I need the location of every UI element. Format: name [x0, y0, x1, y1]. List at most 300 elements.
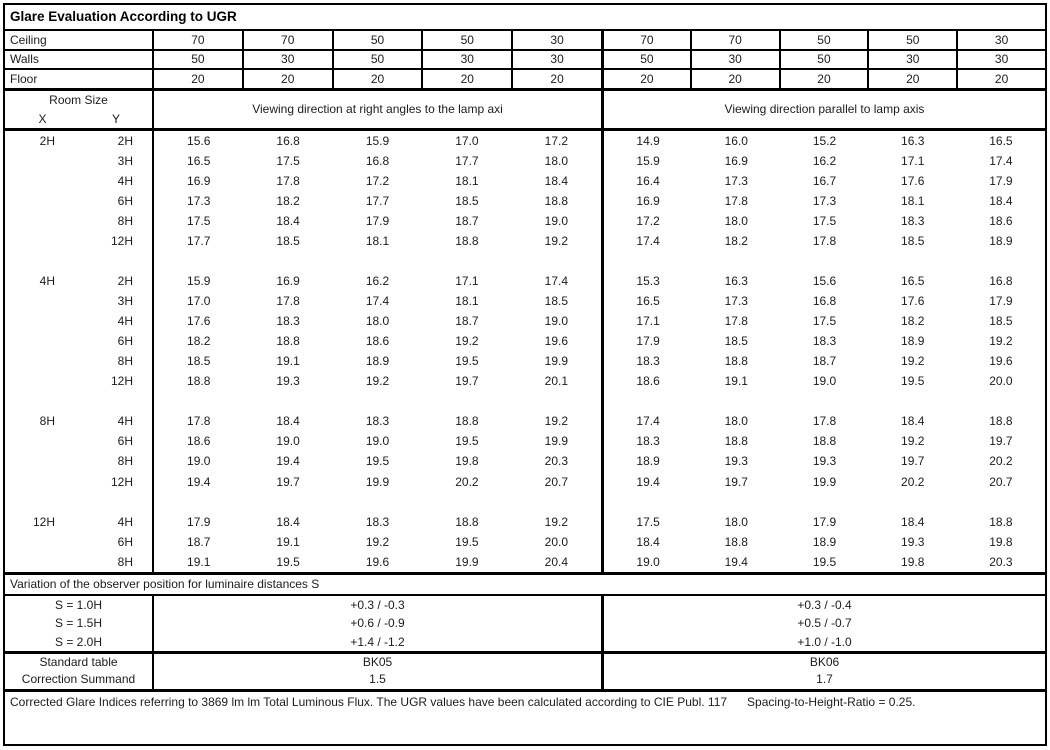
right-angles-values: [152, 311, 601, 331]
y-cell: 12H: [110, 474, 133, 489]
summary-label: Standard table: [39, 654, 118, 669]
x-cell: [5, 371, 80, 391]
y-cell: 4H: [117, 514, 133, 529]
ugr-value: 19.1: [724, 374, 748, 389]
ugr-value: 19.5: [455, 534, 479, 549]
ugr-row: [5, 431, 1045, 451]
ugr-value: 18.8: [455, 234, 479, 249]
parallel-values: [601, 451, 1045, 471]
observer-variation-row: [5, 614, 1045, 632]
ugr-value: 19.2: [455, 334, 479, 349]
page-title: Glare Evaluation According to UGR: [10, 9, 237, 24]
ugr-row: [5, 251, 1045, 271]
ugr-value: 17.9: [187, 514, 211, 529]
ugr-value: 17.8: [724, 314, 748, 329]
ugr-value: 20.7: [989, 474, 1013, 489]
y-cell: 4H: [117, 314, 133, 329]
ugr-value: 17.9: [989, 174, 1013, 189]
ugr-value: 19.5: [901, 374, 925, 389]
ugr-value: 15.9: [187, 274, 211, 289]
ugr-value: 19.8: [455, 454, 479, 469]
ugr-value: 17.8: [812, 234, 837, 249]
x-cell: [5, 331, 80, 351]
surface-value: 50: [332, 51, 422, 69]
viewing-parallel-header: Viewing direction parallel to lamp axis: [601, 91, 1045, 128]
observer-variation-right-value: +0.5 / -0.7: [601, 614, 1045, 632]
ugr-value: 18.0: [724, 214, 748, 229]
ugr-value: 16.9: [276, 274, 300, 289]
surface-value: 70: [152, 31, 242, 49]
ugr-value: 19.3: [901, 534, 925, 549]
right-angles-values: [152, 331, 601, 351]
ugr-row: [5, 371, 1045, 391]
ugr-value: 18.2: [901, 314, 925, 329]
parallel-values: [601, 472, 1045, 492]
surface-value: 20: [421, 70, 511, 88]
ugr-value: 18.0: [724, 414, 748, 429]
right-angles-values: [152, 371, 601, 391]
ugr-value: 20.3: [544, 454, 568, 469]
ugr-value: 19.2: [989, 334, 1013, 349]
surface-value: 30: [511, 31, 601, 49]
ugr-value: 18.3: [812, 334, 837, 349]
ugr-value: 20.0: [544, 534, 568, 549]
ugr-value: 18.1: [455, 294, 479, 309]
observer-variation-row: [5, 596, 1045, 614]
ugr-value: 15.3: [636, 274, 660, 289]
observer-variation-left-value: +0.3 / -0.3: [152, 596, 601, 614]
ugr-value: 18.4: [989, 194, 1013, 209]
ugr-value: 20.4: [544, 554, 568, 569]
right-angles-values: [152, 251, 601, 271]
ugr-value: 18.3: [365, 414, 390, 429]
ugr-value: 18.4: [901, 414, 925, 429]
ugr-value: 20.2: [455, 474, 479, 489]
ugr-value: 16.8: [276, 133, 300, 148]
ugr-value: 18.4: [901, 514, 925, 529]
ugr-value: 18.3: [365, 514, 390, 529]
ugr-value: 19.9: [544, 354, 568, 369]
ugr-row: [5, 171, 1045, 191]
y-column-header: Y: [111, 111, 120, 126]
surface-value: 70: [242, 31, 332, 49]
ugr-value: 19.9: [365, 474, 390, 489]
summary-row: [5, 654, 1045, 672]
ugr-value: 19.3: [276, 374, 300, 389]
parallel-values: [601, 251, 1045, 271]
x-cell: [5, 492, 80, 512]
y-cell: 3H: [117, 154, 133, 168]
right-angles-values: [152, 211, 601, 231]
parallel-values: [601, 191, 1045, 211]
ugr-value: 18.4: [636, 534, 660, 549]
ugr-value: 18.5: [544, 294, 568, 309]
ugr-value: 18.4: [276, 514, 300, 529]
ugr-value: 17.5: [812, 314, 837, 329]
surface-reflectance-section: [5, 29, 1045, 88]
ugr-value: 17.7: [187, 234, 211, 249]
ugr-value: 17.8: [276, 174, 300, 189]
right-angles-values: [152, 411, 601, 431]
ugr-value: 19.8: [989, 534, 1013, 549]
ugr-value: 16.2: [365, 274, 390, 289]
right-angles-values: [152, 131, 601, 151]
x-cell: [5, 231, 80, 251]
ugr-value: 18.8: [276, 334, 300, 349]
ugr-value: 18.5: [276, 234, 300, 249]
ugr-value: 19.7: [901, 454, 925, 469]
ugr-value: 17.5: [276, 154, 300, 168]
ugr-value: 19.0: [636, 554, 660, 569]
surface-value: 30: [867, 51, 956, 69]
ugr-value: 16.9: [187, 174, 211, 189]
x-cell: 8H: [39, 414, 55, 429]
ugr-value: 18.8: [724, 534, 748, 549]
ugr-value: 19.0: [544, 214, 568, 229]
ugr-row: [5, 472, 1045, 492]
x-cell: 2H: [39, 133, 55, 148]
ugr-value: 17.7: [455, 154, 479, 168]
y-cell: 8H: [117, 554, 133, 569]
ugr-value: 17.5: [636, 514, 660, 529]
observer-variation-label: S = 2.0H: [54, 634, 103, 649]
ugr-value: 19.7: [276, 474, 300, 489]
parallel-values: [601, 311, 1045, 331]
y-cell: 6H: [117, 534, 133, 549]
ugr-value: 17.8: [724, 194, 748, 209]
ugr-value: 16.8: [989, 274, 1013, 289]
surface-value: 20: [956, 70, 1045, 88]
ugr-value: 19.5: [365, 454, 390, 469]
ugr-value: 18.1: [455, 174, 479, 189]
x-cell: [5, 552, 80, 572]
ugr-value: 16.3: [901, 133, 925, 148]
ugr-value: 17.4: [636, 414, 660, 429]
y-cell: 12H: [110, 374, 133, 389]
ugr-value: 18.7: [812, 354, 837, 369]
surface-value: 30: [956, 31, 1045, 49]
ugr-value: 18.9: [812, 534, 837, 549]
ugr-value: 18.1: [365, 234, 390, 249]
ugr-value: 18.8: [724, 434, 748, 449]
ugr-value: 16.0: [724, 133, 748, 148]
parallel-values: [601, 331, 1045, 351]
ugr-value: 17.1: [901, 154, 925, 168]
right-angles-values: [152, 231, 601, 251]
ugr-value: 19.9: [455, 554, 479, 569]
ugr-value: 16.2: [812, 154, 837, 168]
x-cell: [5, 211, 80, 231]
ugr-value: 16.5: [901, 274, 925, 289]
y-cell: 2H: [117, 133, 133, 148]
footer-text: Corrected Glare Indices referring to 3869 lm lm Total Luminous Flux. The UGR values have been calculated according to CIE Publ. 117: [10, 694, 728, 709]
ugr-value: 19.7: [989, 434, 1013, 449]
x-cell: [5, 431, 80, 451]
ugr-value: 17.6: [187, 314, 211, 329]
ugr-row: [5, 391, 1045, 411]
surface-row: [5, 29, 1045, 49]
ugr-value: 18.9: [365, 354, 390, 369]
ugr-row: [5, 552, 1045, 572]
surface-value: 50: [779, 51, 868, 69]
ugr-value: 16.5: [636, 294, 660, 309]
ugr-value: 16.9: [724, 154, 748, 168]
parallel-values: [601, 151, 1045, 171]
ugr-row: [5, 351, 1045, 371]
y-cell: 6H: [117, 194, 133, 209]
ugr-value: 15.2: [812, 133, 837, 148]
right-angles-values: [152, 451, 601, 471]
ugr-value: 17.9: [365, 214, 390, 229]
y-cell: [80, 492, 152, 512]
ugr-value: 18.8: [455, 414, 479, 429]
right-angles-values: [152, 391, 601, 411]
ugr-value: 19.5: [812, 554, 837, 569]
surface-value: 20: [511, 70, 601, 88]
x-cell: [5, 251, 80, 271]
y-cell: 8H: [117, 354, 133, 369]
ugr-row: [5, 512, 1045, 532]
ugr-value: 19.2: [365, 374, 390, 389]
ugr-value: 18.6: [989, 214, 1013, 229]
ugr-value: 19.5: [276, 554, 300, 569]
ugr-value: 20.7: [544, 474, 568, 489]
surface-value: 30: [242, 51, 332, 69]
y-cell: [80, 391, 152, 411]
y-cell: [80, 251, 152, 271]
ugr-value: 18.6: [187, 434, 211, 449]
x-cell: 12H: [32, 514, 55, 529]
x-cell: [5, 291, 80, 311]
ugr-value: 19.2: [544, 514, 568, 529]
summary-label: Correction Summand: [21, 672, 136, 687]
ugr-value: 16.4: [636, 174, 660, 189]
ugr-value: 19.0: [187, 454, 211, 469]
ugr-value: 19.2: [901, 434, 925, 449]
ugr-value: 18.5: [455, 194, 479, 209]
y-cell: 8H: [117, 214, 133, 229]
ugr-value: 18.8: [724, 354, 748, 369]
ugr-value: 18.4: [276, 214, 300, 229]
ugr-value: 18.2: [276, 194, 300, 209]
surface-value: 20: [242, 70, 332, 88]
ugr-row: [5, 211, 1045, 231]
ugr-value: 18.5: [187, 354, 211, 369]
surface-label: Walls: [10, 52, 39, 67]
right-angles-values: [152, 171, 601, 191]
ugr-value: 19.2: [365, 534, 390, 549]
ugr-value: 17.6: [901, 294, 925, 309]
observer-variation-section: [5, 594, 1045, 651]
surface-value: 20: [779, 70, 868, 88]
ugr-value: 19.1: [276, 354, 300, 369]
parallel-values: [601, 411, 1045, 431]
ugr-value: 16.9: [636, 194, 660, 209]
ugr-value: 18.8: [455, 514, 479, 529]
ugr-value: 17.1: [455, 274, 479, 289]
ugr-value: 17.2: [544, 133, 568, 148]
ugr-value: 18.6: [636, 374, 660, 389]
ugr-row: [5, 131, 1045, 151]
observer-variation-right-value: +1.0 / -1.0: [601, 633, 1045, 651]
parallel-values: [601, 271, 1045, 291]
ugr-value: 18.9: [636, 454, 660, 469]
ugr-value: 17.5: [812, 214, 837, 229]
ugr-value: 19.4: [187, 474, 211, 489]
observer-variation-left-value: +1.4 / -1.2: [152, 633, 601, 651]
ugr-value: 18.7: [455, 314, 479, 329]
right-angles-values: [152, 351, 601, 371]
parallel-values: [601, 492, 1045, 512]
right-angles-values: [152, 492, 601, 512]
ugr-value: 17.2: [365, 174, 390, 189]
summary-right-value: 1.7: [601, 671, 1045, 689]
ugr-value: 19.6: [989, 354, 1013, 369]
surface-value: 50: [601, 51, 690, 69]
ugr-value: 19.8: [901, 554, 925, 569]
ugr-value: 17.9: [812, 514, 837, 529]
ugr-value: 18.3: [636, 434, 660, 449]
ugr-value: 19.6: [544, 334, 568, 349]
right-angles-values: [152, 431, 601, 451]
ugr-value: 19.1: [276, 534, 300, 549]
ugr-value: 18.4: [276, 414, 300, 429]
y-cell: 6H: [117, 434, 133, 449]
ugr-value: 17.4: [636, 234, 660, 249]
surface-value: 30: [690, 51, 779, 69]
y-cell: 3H: [117, 294, 133, 309]
ugr-value: 17.3: [724, 174, 748, 189]
ugr-value: 18.3: [901, 214, 925, 229]
surface-value: 30: [511, 51, 601, 69]
ugr-value: 15.9: [636, 154, 660, 168]
ugr-values-section: [5, 128, 1045, 572]
variation-heading: Variation of the observer position for luminaire distances S: [5, 572, 1045, 594]
y-cell: 8H: [117, 454, 133, 469]
ugr-row: [5, 231, 1045, 251]
observer-variation-label: S = 1.5H: [54, 616, 103, 631]
ugr-value: 18.8: [989, 514, 1013, 529]
right-angles-values: [152, 472, 601, 492]
ugr-value: 15.6: [187, 133, 211, 148]
ugr-value: 15.6: [812, 274, 837, 289]
ugr-value: 18.9: [989, 234, 1013, 249]
ugr-value: 18.8: [187, 374, 211, 389]
ugr-value: 18.0: [365, 314, 390, 329]
viewing-right-angles-header: Viewing direction at right angles to the lamp axi: [152, 91, 601, 128]
ugr-value: 17.8: [187, 414, 211, 429]
ugr-value: 19.3: [812, 454, 837, 469]
surface-value: 20: [601, 70, 690, 88]
ugr-value: 18.8: [989, 414, 1013, 429]
room-size-header: Room Size: [49, 93, 108, 108]
ugr-value: 17.3: [812, 194, 837, 209]
ugr-value: 19.4: [636, 474, 660, 489]
x-cell: [5, 151, 80, 171]
y-cell: 12H: [110, 234, 133, 249]
ugr-value: 18.8: [544, 194, 568, 209]
ugr-value: 17.8: [276, 294, 300, 309]
parallel-values: [601, 371, 1045, 391]
ugr-value: 17.4: [544, 274, 568, 289]
x-cell: [5, 451, 80, 471]
ugr-row: [5, 331, 1045, 351]
parallel-values: [601, 431, 1045, 451]
x-cell: [5, 391, 80, 411]
ugr-value: 19.0: [365, 434, 390, 449]
surface-value: 50: [779, 31, 868, 49]
surface-value: 50: [152, 51, 242, 69]
parallel-values: [601, 351, 1045, 371]
ugr-value: 17.8: [812, 414, 837, 429]
surface-value: 50: [332, 31, 422, 49]
surface-row: [5, 49, 1045, 69]
ugr-value: 20.2: [989, 454, 1013, 469]
parallel-values: [601, 211, 1045, 231]
surface-value: 50: [421, 31, 511, 49]
ugr-value: 14.9: [636, 133, 660, 148]
ugr-value: 19.7: [455, 374, 479, 389]
right-angles-values: [152, 151, 601, 171]
ugr-value: 17.3: [187, 194, 211, 209]
ugr-value: 15.9: [365, 133, 390, 148]
y-cell: 4H: [117, 414, 133, 429]
ugr-row: [5, 451, 1045, 471]
ugr-value: 17.9: [636, 334, 660, 349]
ugr-value: 17.7: [365, 194, 390, 209]
ugr-value: 16.3: [724, 274, 748, 289]
right-angles-values: [152, 191, 601, 211]
surface-value: 30: [956, 51, 1045, 69]
ugr-value: 18.7: [187, 534, 211, 549]
ugr-value: 20.3: [989, 554, 1013, 569]
ugr-value: 19.3: [724, 454, 748, 469]
ugr-value: 19.2: [544, 414, 568, 429]
parallel-values: [601, 231, 1045, 251]
ugr-value: 19.7: [724, 474, 748, 489]
ugr-value: 19.5: [455, 434, 479, 449]
ugr-value: 17.0: [187, 294, 211, 309]
y-cell: 4H: [117, 174, 133, 189]
ugr-value: 18.0: [544, 154, 568, 168]
ugr-row: [5, 191, 1045, 211]
ugr-value: 19.0: [812, 374, 837, 389]
ugr-value: 18.4: [544, 174, 568, 189]
surface-row: [5, 68, 1045, 88]
surface-label: Floor: [10, 72, 38, 87]
parallel-values: [601, 131, 1045, 151]
x-cell: 4H: [39, 274, 55, 289]
ugr-value: 16.7: [812, 174, 837, 189]
ugr-value: 19.0: [544, 314, 568, 329]
footer-ratio: Spacing-to-Height-Ratio = 0.25.: [747, 694, 916, 709]
ugr-value: 18.0: [724, 514, 748, 529]
ugr-value: 19.9: [544, 434, 568, 449]
ugr-value: 18.6: [365, 334, 390, 349]
ugr-value: 18.9: [901, 334, 925, 349]
ugr-value: 17.1: [636, 314, 660, 329]
ugr-value: 20.1: [544, 374, 568, 389]
observer-variation-right-value: +0.3 / -0.4: [601, 596, 1045, 614]
ugr-value: 16.5: [187, 154, 211, 168]
surface-value: 20: [690, 70, 779, 88]
surface-value: 70: [601, 31, 690, 49]
summary-left-value: 1.5: [152, 671, 601, 689]
right-angles-values: [152, 552, 601, 572]
x-cell: [5, 472, 80, 492]
summary-right-value: BK06: [601, 654, 1045, 672]
ugr-row: [5, 411, 1045, 431]
